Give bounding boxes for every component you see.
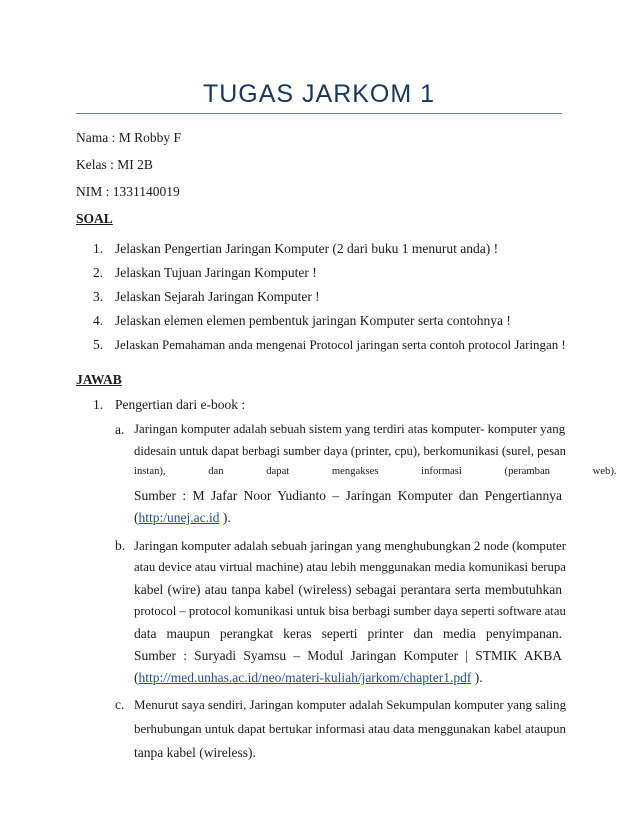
soal-item-text: Jelaskan Tujuan Jaringan Komputer ! [115, 265, 317, 280]
soal-item-number: 4. [93, 313, 104, 328]
answer-b-link-line [134, 670, 483, 686]
soal-heading: SOAL [76, 211, 113, 226]
paren-close: ). [471, 670, 483, 685]
paren-open: ( [134, 510, 139, 525]
jawab-item-text: Pengertian dari e-book : [115, 397, 246, 412]
paren-open: ( [134, 670, 139, 685]
answer-c-line: Menurut saya sendiri, Jaringan komputer adalah Sekumpulan komputer yang saling [134, 697, 567, 712]
answer-a-line: instan), dan dapat mengakses informasi (peramban web). [134, 466, 617, 477]
unej-link[interactable]: http:/unej.ac.id [138, 510, 220, 525]
soal-item-text: Jelaskan Sejarah Jaringan Komputer ! [115, 289, 320, 304]
paren-close: ). [219, 510, 231, 525]
answer-b-line: Jaringan komputer adalah sebuah jaringan yang menghubungkan 2 node (komputer [134, 538, 567, 553]
answer-b-line: data maupun perangkat keras seperti printer dan media penyimpanan. [134, 626, 562, 641]
soal-item-number: 1. [93, 241, 104, 256]
nim-line: NIM : 1331140019 [76, 184, 180, 199]
soal-item-text: Jelaskan Pemahaman anda mengenai Protocol jaringan serta contoh protocol Jaringan ! [115, 337, 566, 352]
answer-c-letter: c. [115, 697, 125, 712]
jawab-item-number: 1. [93, 397, 104, 412]
answer-a-letter: a. [115, 422, 125, 437]
jawab-heading: JAWAB [76, 372, 122, 387]
answer-b-source: Sumber : Suryadi Syamsu – Modul Jaringan Komputer | STMIK AKBA [134, 648, 562, 663]
soal-item-text: Jelaskan elemen elemen pembentuk jaringan Komputer serta contohnya ! [115, 313, 511, 328]
answer-c-line: tanpa kabel (wireless). [134, 745, 256, 760]
title-underline-rule [76, 113, 562, 114]
answer-a-line: Jaringan komputer adalah sebuah sistem yang terdiri atas komputer- komputer yang [134, 422, 566, 436]
kelas-line: Kelas : MI 2B [76, 157, 153, 172]
answer-b-letter: b. [115, 538, 126, 553]
nama-line: Nama : M Robby F [76, 130, 182, 145]
answer-b-line: atau device atau virtual machine) atau lebih menggunakan media komunikasi berupa [134, 560, 566, 574]
soal-item-number: 3. [93, 289, 104, 304]
soal-item-text: Jelaskan Pengertian Jaringan Komputer (2 dari buku 1 menurut anda) ! [115, 241, 499, 256]
answer-a-line: didesain untuk dapat berbagi sumber daya (printer, cpu), berkomunikasi (surel, pesan [134, 444, 566, 458]
unhas-pdf-link[interactable]: http://med.unhas.ac.id/neo/materi-kuliah/jarkom/chapter1.pdf [138, 670, 472, 685]
answer-b-line: protocol – protocol komunikasi untuk bisa berbagi sumber daya seperti software atau [134, 604, 566, 618]
answer-b-line: kabel (wire) atau tanpa kabel (wireless) sebagai perantara serta membutuhkan [134, 582, 562, 597]
answer-a-link-line [134, 510, 231, 526]
answer-a-source: Sumber : M Jafar Noor Yudianto – Jaringan Komputer dan Pengertiannya [134, 488, 562, 503]
soal-item-number: 2. [93, 265, 104, 280]
answer-c-line: berhubungan untuk dapat bertukar informasi atau data menggunakan kabel ataupun [134, 721, 566, 736]
document-title: TUGAS JARKOM 1 [202, 80, 436, 108]
soal-item-number: 5. [93, 337, 104, 352]
